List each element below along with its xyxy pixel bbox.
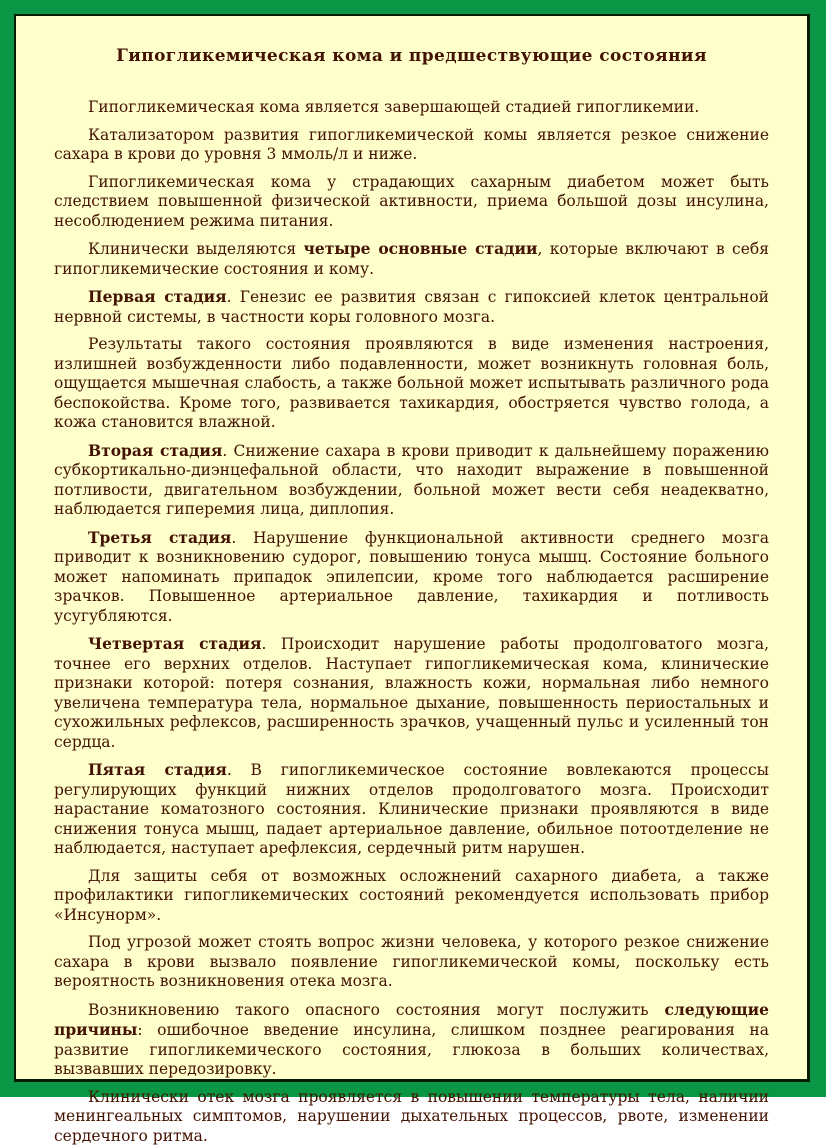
- bold-run: Пятая стадия: [88, 760, 227, 779]
- text-run: Для защиты себя от возможных осложнений сахарного диабета, а также профилактики гипогликемических состояний рекомендуется использовать прибор «Инсунорм».: [54, 867, 769, 924]
- bold-run: Третья стадия: [88, 528, 231, 547]
- document-content-area: [14, 14, 810, 1082]
- text-run: Клинически выделяются: [88, 240, 304, 258]
- text-run: , которые включают в себя гипогликемические состояния и кому.: [54, 240, 769, 278]
- text-run: Гипогликемическая кома является завершающей стадией гипогликемии.: [88, 98, 699, 116]
- text-run: . Происходит нарушение работы продолговатого мозга, точнее его верхних отделов. Наступает гипогликемическая кома, клинические признаки которой: потеря сознания, влажность кожи, нормальная либо немного увеличена температура тела, нормальное дыхание, повышенность периостальных и сухожильных рефлексов, расширенность зрачков, учащенный пульс и усиленный тон сердца.: [54, 635, 769, 751]
- bold-run: Вторая стадия: [88, 441, 222, 460]
- paragraph: [54, 760, 769, 859]
- paragraph: [54, 335, 769, 433]
- text-run: . Снижение сахара в крови приводит к дальнейшему поражению субкортикально-диэнцефальной области, что находит выражение в повышенной потливости, двигательном возбуждении, больной может вести себя неадекватно, наблюдается гиперемия лица, диплопия.: [54, 442, 769, 519]
- paragraph: [54, 239, 769, 279]
- paragraph: [54, 1000, 769, 1080]
- text-run: . Нарушение функциональной активности среднего мозга приводит к возникновению судорог, повышению тонуса мышц. Состояние больного может напоминать припадок эпилепсии, кроме того наблюдается расширение зрачков. Повышенное артериальное давление, тахикардия и потливость усугубляются.: [54, 529, 769, 625]
- text-run: . Генезис ее развития связан с гипоксией клеток центральной нервной системы, в частности коры головного мозга.: [54, 288, 769, 326]
- paragraph: [54, 634, 769, 752]
- paragraph: [54, 173, 769, 232]
- text-run: Катализатором развития гипогликемической комы является резкое снижение сахара в крови до уровня 3 ммоль/л и ниже.: [54, 126, 769, 164]
- text-run: Под угрозой может стоять вопрос жизни человека, у которого резкое снижение сахара в крови вызвало появление гипогликемической комы, поскольку есть вероятность возникновения отека мозга.: [54, 933, 769, 990]
- paragraph: [54, 867, 769, 926]
- paragraph: [54, 287, 769, 327]
- text-run: : ошибочное введение инсулина, слишком позднее реагирования на развитие гипогликемического состояния, глюкоза в больших количествах, вызвавших передозировку.: [54, 1021, 769, 1078]
- text-run: Возникновению такого опасного состояния могут послужить: [88, 1001, 664, 1019]
- bold-run: следующие причины: [54, 1000, 769, 1040]
- paragraph: [54, 933, 769, 992]
- bold-run: четыре основные стадии: [304, 239, 538, 258]
- paragraph: [54, 126, 769, 165]
- text-run: . В гипогликемическое состояние вовлекаются процессы регулирующих функций нижних отделов продолговатого мозга. Происходит нарастание коматозного состояния. Клинические признаки проявляются в виде снижения тонуса мышц, падает артериальное давление, обильное потоотделение не наблюдается, наступает арефлексия, сердечный ритм нарушен.: [54, 761, 769, 857]
- paragraph: [54, 1088, 769, 1146]
- bold-run: Первая стадия: [88, 287, 227, 306]
- text-run: Гипогликемическая кома у страдающих сахарным диабетом может быть следствием повышенной физической активности, приема большой дозы инсулина, несоблюдением режима питания.: [54, 173, 769, 230]
- page-title: Гипогликемическая кома и предшествующие состояния: [54, 46, 769, 66]
- paragraph: [54, 441, 769, 520]
- bold-run: Четвертая стадия: [88, 634, 261, 653]
- paragraph: [54, 528, 769, 627]
- body-text: [54, 98, 769, 1146]
- paragraph: [54, 98, 769, 118]
- text-run: Клинически отек мозга проявляется в повышении температуры тела, наличии менингеальных симптомов, нарушении дыхательных процессов, рвоте, изменении сердечного ритма.: [54, 1088, 769, 1145]
- text-run: Результаты такого состояния проявляются в виде изменения настроения, излишней возбужденности либо подавленности, может возникнуть головная боль, ощущается мышечная слабость, а также больной может испытывать различного рода беспокойства. Кроме того, развивается тахикардия, обостряется чувство голода, а кожа становится влажной.: [54, 335, 769, 431]
